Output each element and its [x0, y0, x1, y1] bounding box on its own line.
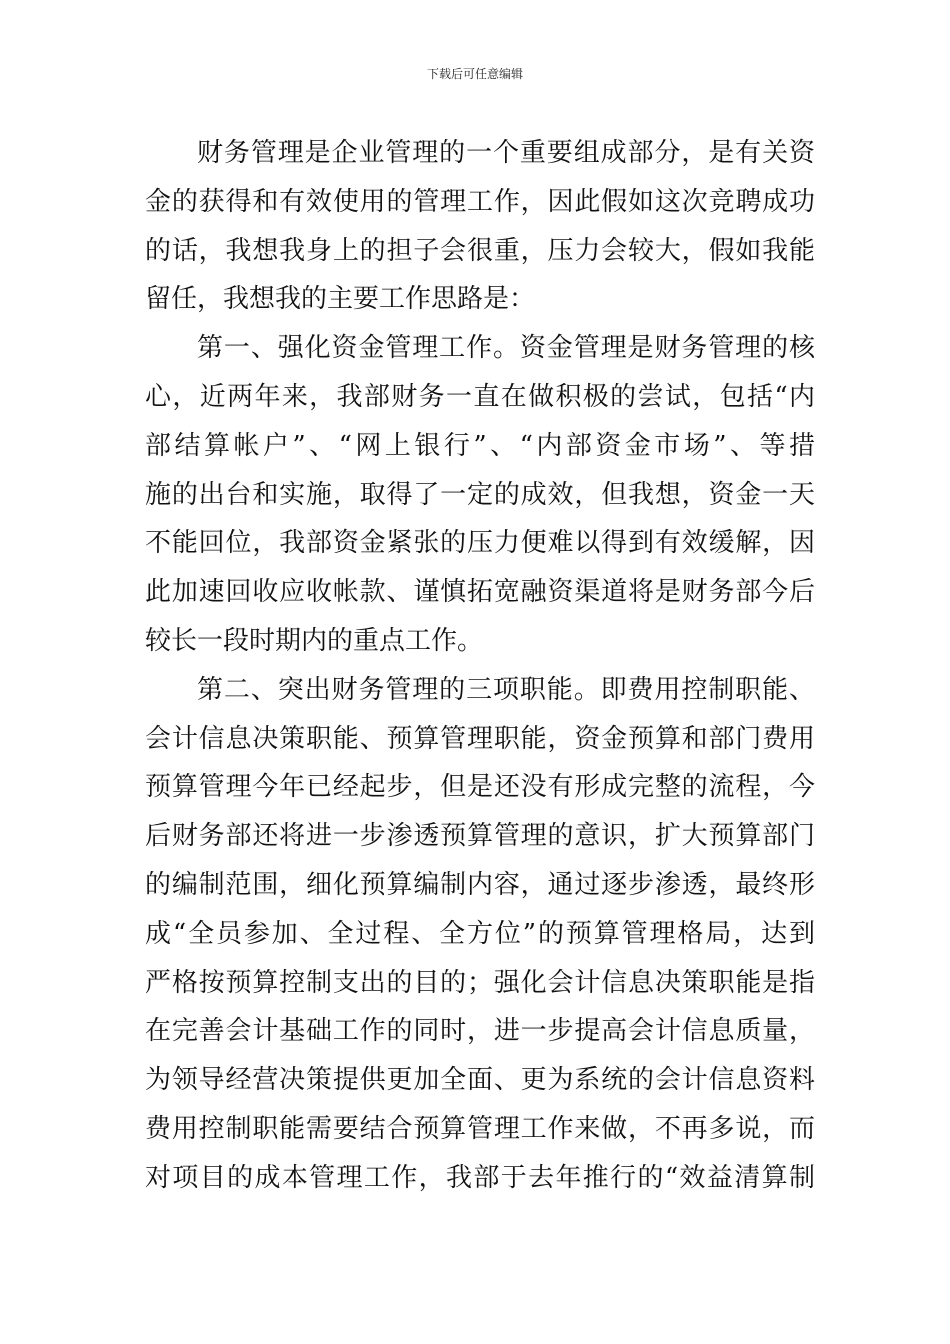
text-line: 财务管理是企业管理的一个重要组成部分，是有关资: [197, 138, 815, 168]
text-line: 在完善会计基础工作的同时，进一步提高会计信息质量，: [145, 1016, 815, 1047]
text-line: 留任，我想我的主要工作思路是：: [145, 284, 536, 315]
text-line: 部结算帐户”、“网上银行”、“内部资金市场”、等措: [145, 430, 815, 461]
text-line: 的编制范围，细化预算编制内容，通过逐步渗透，最终形: [145, 869, 815, 900]
text-line: 金的获得和有效使用的管理工作，因此假如这次竞聘成功: [145, 186, 815, 217]
text-line: 对项目的成本管理工作，我部于去年推行的“效益清算制: [145, 1162, 815, 1193]
text-line: 第一、强化资金管理工作。资金管理是财务管理的核: [197, 333, 815, 364]
text-line: 严格按预算控制支出的目的；强化会计信息决策职能是指: [145, 967, 815, 998]
text-line: 的话，我想我身上的担子会很重，压力会较大，假如我能: [145, 235, 815, 266]
document-body: [145, 129, 815, 1203]
text-line: 此加速回收应收帐款、谨慎拓宽融资渠道将是财务部今后: [145, 577, 815, 608]
text-line: 后财务部还将进一步渗透预算管理的意识，扩大预算部门: [145, 821, 815, 852]
text-line: 第二、突出财务管理的三项职能。即费用控制职能、: [197, 674, 815, 705]
text-line: 费用控制职能需要结合预算管理工作来做，不再多说，而: [145, 1113, 815, 1144]
text-line: 预算管理今年已经起步，但是还没有形成完整的流程，今: [145, 772, 815, 803]
text-line: 不能回位，我部资金紧张的压力便难以得到有效缓解，因: [145, 528, 815, 559]
text-line: 成“全员参加、全过程、全方位”的预算管理格局，达到: [145, 918, 815, 949]
text-line: 较长一段时期内的重点工作。: [145, 625, 484, 656]
header-note: 下载后可任意编辑: [426, 67, 523, 81]
text-line: 为领导经营决策提供更加全面、更为系统的会计信息资料: [145, 1065, 815, 1096]
text-line: 施的出台和实施，取得了一定的成效，但我想，资金一天: [145, 479, 815, 510]
text-line: 会计信息决策职能、预算管理职能，资金预算和部门费用: [145, 723, 815, 754]
text-line: 心，近两年来，我部财务一直在做积极的尝试，包括“内: [145, 381, 815, 412]
